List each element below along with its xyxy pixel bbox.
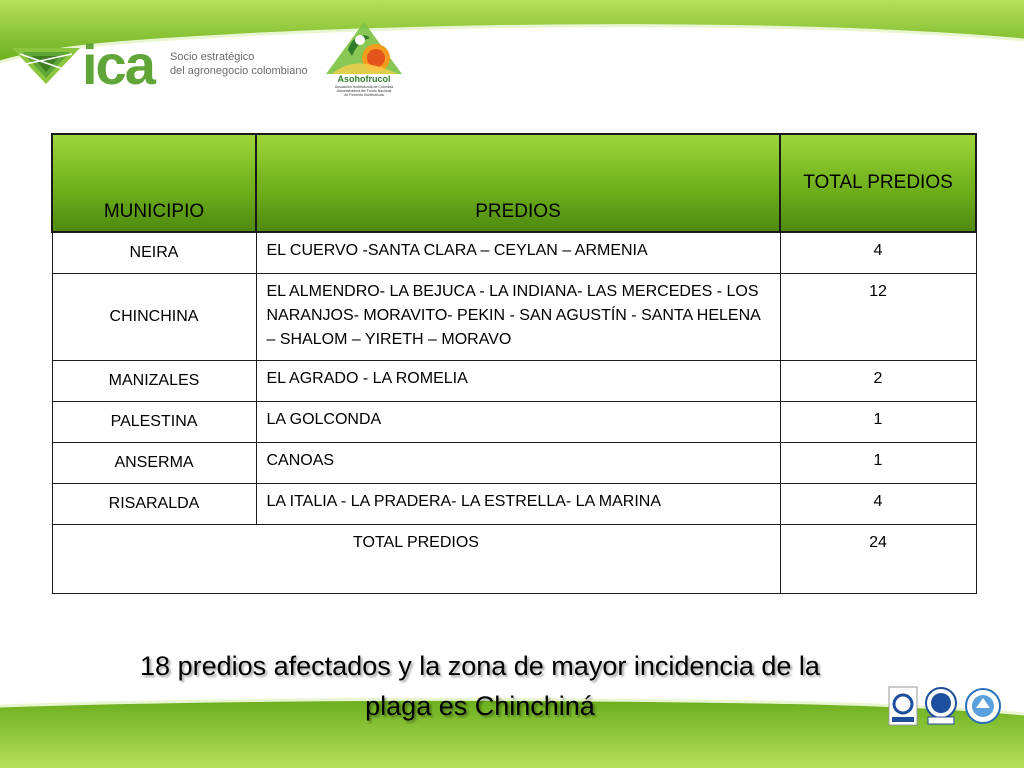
cell-municipio: NEIRA xyxy=(52,232,256,274)
header-total-predios: TOTAL PREDIOS xyxy=(780,134,976,232)
total-value: 24 xyxy=(780,525,976,594)
table-row xyxy=(52,274,976,361)
cell-municipio: CHINCHINA xyxy=(52,274,256,361)
certification-badges xyxy=(886,686,1006,730)
ica-emblem-icon xyxy=(12,44,80,84)
cell-total: 12 xyxy=(780,274,976,361)
table-row xyxy=(52,232,976,274)
asohofrucol-subtitle: Asociación Hortifrutícola de Colombia Administradora del Fondo Nacional de Fomento Hortifrutícola xyxy=(334,85,394,97)
table-row xyxy=(52,484,976,525)
total-label: TOTAL PREDIOS xyxy=(52,525,780,594)
cell-predios: CANOAS xyxy=(256,443,780,484)
table-row xyxy=(52,402,976,443)
cell-total: 4 xyxy=(780,232,976,274)
footer-line-1: 18 predios afectados y la zona de mayor incidencia de la xyxy=(140,651,820,681)
cell-predios: EL AGRADO - LA ROMELIA xyxy=(256,361,780,402)
cell-municipio: ANSERMA xyxy=(52,443,256,484)
asohofrucol-name: Asohofrucol xyxy=(337,74,391,84)
cell-predios: LA GOLCONDA xyxy=(256,402,780,443)
cell-municipio: PALESTINA xyxy=(52,402,256,443)
ica-tagline-line-2: del agronegocio colombiano xyxy=(170,65,308,77)
footer-statement xyxy=(60,646,900,726)
table-row xyxy=(52,361,976,402)
cell-municipio: RISARALDA xyxy=(52,484,256,525)
ica-tagline-line-1: Socio estratégico xyxy=(170,51,255,63)
cell-predios: EL CUERVO -SANTA CLARA – CEYLAN – ARMENIA xyxy=(256,232,780,274)
header-municipio: MUNICIPIO xyxy=(52,134,256,232)
table-header-row xyxy=(52,134,976,232)
predios-table xyxy=(51,133,977,594)
cell-total: 2 xyxy=(780,361,976,402)
cell-predios: EL ALMENDRO- LA BEJUCA - LA INDIANA- LAS MERCEDES - LOS NARANJOS- MORAVITO- PEKIN - SAN AGUSTÍN - SANTA HELENA – SHALOM – YIRETH – MORAVO xyxy=(256,274,780,361)
cell-predios: LA ITALIA - LA PRADERA- LA ESTRELLA- LA MARINA xyxy=(256,484,780,525)
ica-wordmark: ica xyxy=(82,33,154,96)
table-total-row xyxy=(52,525,976,594)
header-predios: PREDIOS xyxy=(256,134,780,232)
cell-municipio: MANIZALES xyxy=(52,361,256,402)
cell-total: 1 xyxy=(780,402,976,443)
cell-total: 1 xyxy=(780,443,976,484)
asohofrucol-emblem-icon xyxy=(318,20,410,76)
asohofrucol-logo xyxy=(318,20,410,102)
ica-logo xyxy=(12,33,312,96)
table-row xyxy=(52,443,976,484)
icontec-certification-icon xyxy=(888,686,918,726)
ica-tagline xyxy=(170,50,308,78)
cell-total: 4 xyxy=(780,484,976,525)
iqnet-certification-icon xyxy=(924,686,958,726)
footer-line-2: plaga es Chinchiná xyxy=(365,691,595,721)
quality-seal-icon xyxy=(964,686,1002,726)
